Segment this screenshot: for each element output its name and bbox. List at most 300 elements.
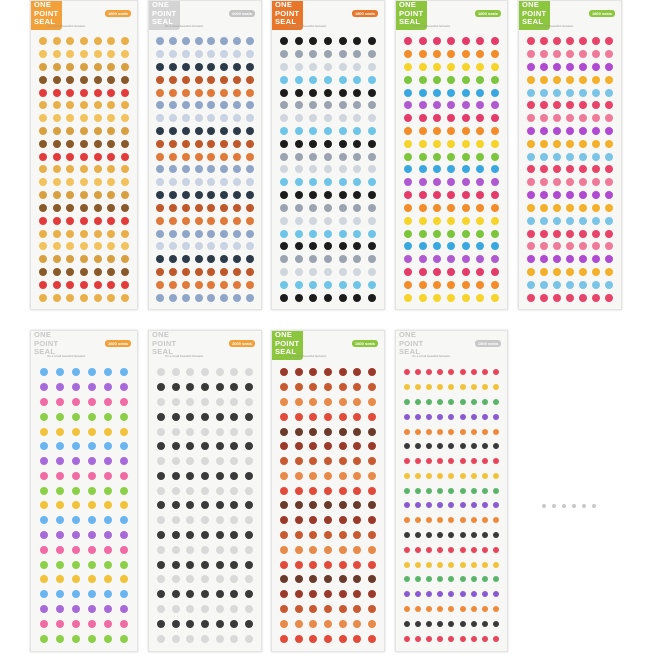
sticker [437,562,443,568]
sticker [426,502,432,508]
sticker [246,114,254,122]
sticker [186,501,194,509]
sticker [415,606,421,612]
sticker [476,114,484,122]
sticker [182,114,190,122]
sticker [295,620,303,628]
sticker [280,383,288,391]
sticker [447,294,455,302]
sticker [353,127,361,135]
sticker [437,399,443,405]
sticker [309,191,317,199]
sticker [324,368,332,376]
sticker [295,76,303,84]
sticker [426,547,432,553]
sticker [40,472,48,480]
sticker [579,294,587,302]
sticker [368,76,376,84]
sticker [491,37,499,45]
sticker [246,101,254,109]
sticker [579,76,587,84]
sticker [415,384,421,390]
sticker [419,268,427,276]
sticker [233,50,241,58]
sheet-subtitle: It's a small beautiful fantastic [288,24,327,28]
sticker-sheet-fairytale [395,330,508,652]
sticker [207,63,215,71]
sticker [182,76,190,84]
sticker [121,127,129,135]
sticker [280,635,288,643]
sticker [157,428,165,436]
sticker [39,153,47,161]
sticker [324,398,332,406]
sticker [156,294,164,302]
sticker [233,89,241,97]
sticker [433,217,441,225]
sticker [230,428,238,436]
sticker [353,89,361,97]
sticker [295,472,303,480]
sticker [404,429,410,435]
sticker [368,561,376,569]
sticker [107,217,115,225]
dot-icon [572,504,576,508]
sticker [246,204,254,212]
sticker [233,37,241,45]
sticker [120,368,128,376]
sticker [471,502,477,508]
sticker [419,140,427,148]
sticker [280,127,288,135]
sticker [462,281,470,289]
sticker [527,127,535,135]
sticker [245,605,253,613]
sticker-sheet-pandas [148,330,262,652]
sticker [447,217,455,225]
sticker [339,127,347,135]
sticker [339,281,347,289]
sticker [172,442,180,450]
sticker [66,89,74,97]
sticker [404,255,412,263]
sticker [66,101,74,109]
sticker [540,37,548,45]
sticker [56,635,64,643]
sticker [186,575,194,583]
sticker [540,204,548,212]
sticker [157,620,165,628]
sticker [121,37,129,45]
sticker [56,413,64,421]
sticker [527,114,535,122]
sticker [566,89,574,97]
sticker [404,532,410,538]
dot-icon [542,504,546,508]
sticker [324,561,332,569]
sticker [353,501,361,509]
sticker [195,281,203,289]
sticker [460,384,466,390]
sticker [353,217,361,225]
sticker [156,191,164,199]
brand-label: ONE POINT SEAL [152,330,177,356]
sticker [121,140,129,148]
sticker [207,50,215,58]
sticker [404,591,410,597]
sticker [107,63,115,71]
sticker [339,255,347,263]
sticker [186,368,194,376]
sticker [156,204,164,212]
sticker [186,398,194,406]
sticker [246,268,254,276]
sticker [353,204,361,212]
sticker [339,230,347,238]
sticker [491,89,499,97]
sticker [121,204,129,212]
seal-count: 2000 seals [229,340,255,347]
sticker [353,294,361,302]
sticker [120,442,128,450]
more-images-indicator[interactable] [542,503,596,509]
sticker [324,255,332,263]
sticker [220,140,228,148]
sticker [448,488,454,494]
sticker [216,546,224,554]
sticker [324,487,332,495]
sticker [80,178,88,186]
sticker [493,473,499,479]
sticker [592,76,600,84]
sticker [309,635,317,643]
sticker [295,165,303,173]
sticker [88,398,96,406]
sticker [324,546,332,554]
sticker [471,517,477,523]
sticker [491,230,499,238]
sticker [309,101,317,109]
sticker [404,473,410,479]
sticker [493,517,499,523]
sticker [104,635,112,643]
sticker [195,89,203,97]
sticker [482,458,488,464]
sticker [448,369,454,375]
sticker [368,635,376,643]
sticker [353,268,361,276]
sticker [579,50,587,58]
sticker [482,576,488,582]
sticker [476,255,484,263]
sticker [460,591,466,597]
sticker [433,153,441,161]
sticker [121,268,129,276]
sticker [460,576,466,582]
sticker [448,532,454,538]
sticker-grid [401,365,502,646]
sticker [592,50,600,58]
sticker [172,428,180,436]
sticker [56,472,64,480]
sticker [476,76,484,84]
sticker [186,516,194,524]
sticker [426,591,432,597]
sticker [448,384,454,390]
sticker [471,369,477,375]
sticker [592,294,600,302]
sticker [339,268,347,276]
sticker [182,37,190,45]
sticker [482,562,488,568]
sticker [404,165,412,173]
sticker [437,369,443,375]
sticker [216,516,224,524]
sticker [104,590,112,598]
sticker [220,50,228,58]
sticker [94,89,102,97]
sticker [280,50,288,58]
sticker [121,255,129,263]
sticker [471,532,477,538]
sticker [476,217,484,225]
sticker [56,442,64,450]
sticker [72,590,80,598]
sticker [415,488,421,494]
sticker [527,63,535,71]
sticker [201,620,209,628]
sticker [553,178,561,186]
sticker [447,114,455,122]
sticker [280,620,288,628]
sticker [462,114,470,122]
sticker [426,384,432,390]
sticker [368,294,376,302]
sticker [309,546,317,554]
sticker [39,101,47,109]
sticker [107,165,115,173]
sticker [482,547,488,553]
sticker [295,242,303,250]
sticker [53,217,61,225]
sticker [94,255,102,263]
sticker [426,636,432,642]
sticker [121,63,129,71]
sticker [39,217,47,225]
sticker [233,165,241,173]
sticker [246,294,254,302]
sticker [172,457,180,465]
sticker [460,502,466,508]
sticker [462,230,470,238]
sticker [404,127,412,135]
sticker [368,620,376,628]
sticker [404,399,410,405]
sticker [40,605,48,613]
sticker [339,605,347,613]
sticker [182,191,190,199]
sticker [579,140,587,148]
sticker-grid [524,35,616,304]
sticker [476,127,484,135]
sheet-subtitle: It's a small beautiful fantastic [288,354,327,358]
sticker [280,101,288,109]
sticker [404,89,412,97]
sticker [233,294,241,302]
sticker [482,369,488,375]
sticker [172,501,180,509]
sticker [482,399,488,405]
sticker [169,255,177,263]
sticker [476,165,484,173]
sticker [592,204,600,212]
sticker [246,76,254,84]
sticker [207,140,215,148]
sticker [460,532,466,538]
sticker [94,63,102,71]
sticker [527,101,535,109]
sticker [339,590,347,598]
sticker [339,561,347,569]
sticker [295,457,303,465]
sticker [493,414,499,420]
sticker [40,442,48,450]
sticker [104,472,112,480]
sticker [216,575,224,583]
sticker [309,413,317,421]
sticker [230,413,238,421]
sticker [419,255,427,263]
sticker [605,217,613,225]
sticker [216,531,224,539]
seal-count: 1600 seals [105,340,131,347]
sticker [553,63,561,71]
sticker [368,230,376,238]
sticker [207,191,215,199]
seal-count: 2000 seals [229,10,255,17]
sticker [353,413,361,421]
sticker [309,531,317,539]
sticker [186,487,194,495]
sticker [169,230,177,238]
sticker [309,398,317,406]
sticker [368,531,376,539]
sticker [433,127,441,135]
sticker [169,76,177,84]
sticker [339,472,347,480]
sticker [579,89,587,97]
sticker [433,204,441,212]
sticker [426,532,432,538]
sticker [415,369,421,375]
sticker [121,114,129,122]
sticker [339,516,347,524]
sticker [324,217,332,225]
sticker [66,165,74,173]
sticker [216,442,224,450]
sticker [157,605,165,613]
sticker [448,606,454,612]
sticker [592,268,600,276]
sticker [295,428,303,436]
sticker [280,561,288,569]
sticker [540,281,548,289]
sticker [540,294,548,302]
sticker [433,89,441,97]
sticker [448,636,454,642]
sticker [476,204,484,212]
sticker [104,428,112,436]
sticker [433,191,441,199]
sticker [419,230,427,238]
sticker [120,620,128,628]
sticker [295,546,303,554]
sticker [195,165,203,173]
sticker [80,153,88,161]
sticker [40,516,48,524]
sticker [309,63,317,71]
sticker [80,114,88,122]
sticker [121,178,129,186]
sticker [493,606,499,612]
sticker [462,89,470,97]
sticker [437,621,443,627]
sticker [104,368,112,376]
sticker [80,268,88,276]
sticker [339,204,347,212]
sticker [527,294,535,302]
sticker [280,230,288,238]
sticker [415,502,421,508]
sticker [471,488,477,494]
sticker [553,101,561,109]
sticker [553,281,561,289]
sticker [339,101,347,109]
sticker [195,127,203,135]
sticker [309,37,317,45]
sticker [476,294,484,302]
sticker [493,458,499,464]
sticker [493,636,499,642]
sticker [493,621,499,627]
sticker [324,428,332,436]
sticker [207,242,215,250]
sticker [40,368,48,376]
sticker [433,230,441,238]
sticker [157,413,165,421]
sticker [72,472,80,480]
sticker [553,114,561,122]
sticker [157,487,165,495]
sticker [309,428,317,436]
sticker [540,230,548,238]
sticker [40,590,48,598]
sticker [476,101,484,109]
sticker [566,140,574,148]
sticker [121,217,129,225]
sticker [280,428,288,436]
sticker [169,281,177,289]
sticker [220,101,228,109]
sticker [156,230,164,238]
sticker [94,140,102,148]
sticker [246,37,254,45]
sticker [39,230,47,238]
sticker [553,255,561,263]
sticker [107,153,115,161]
sticker [353,531,361,539]
sticker [404,140,412,148]
